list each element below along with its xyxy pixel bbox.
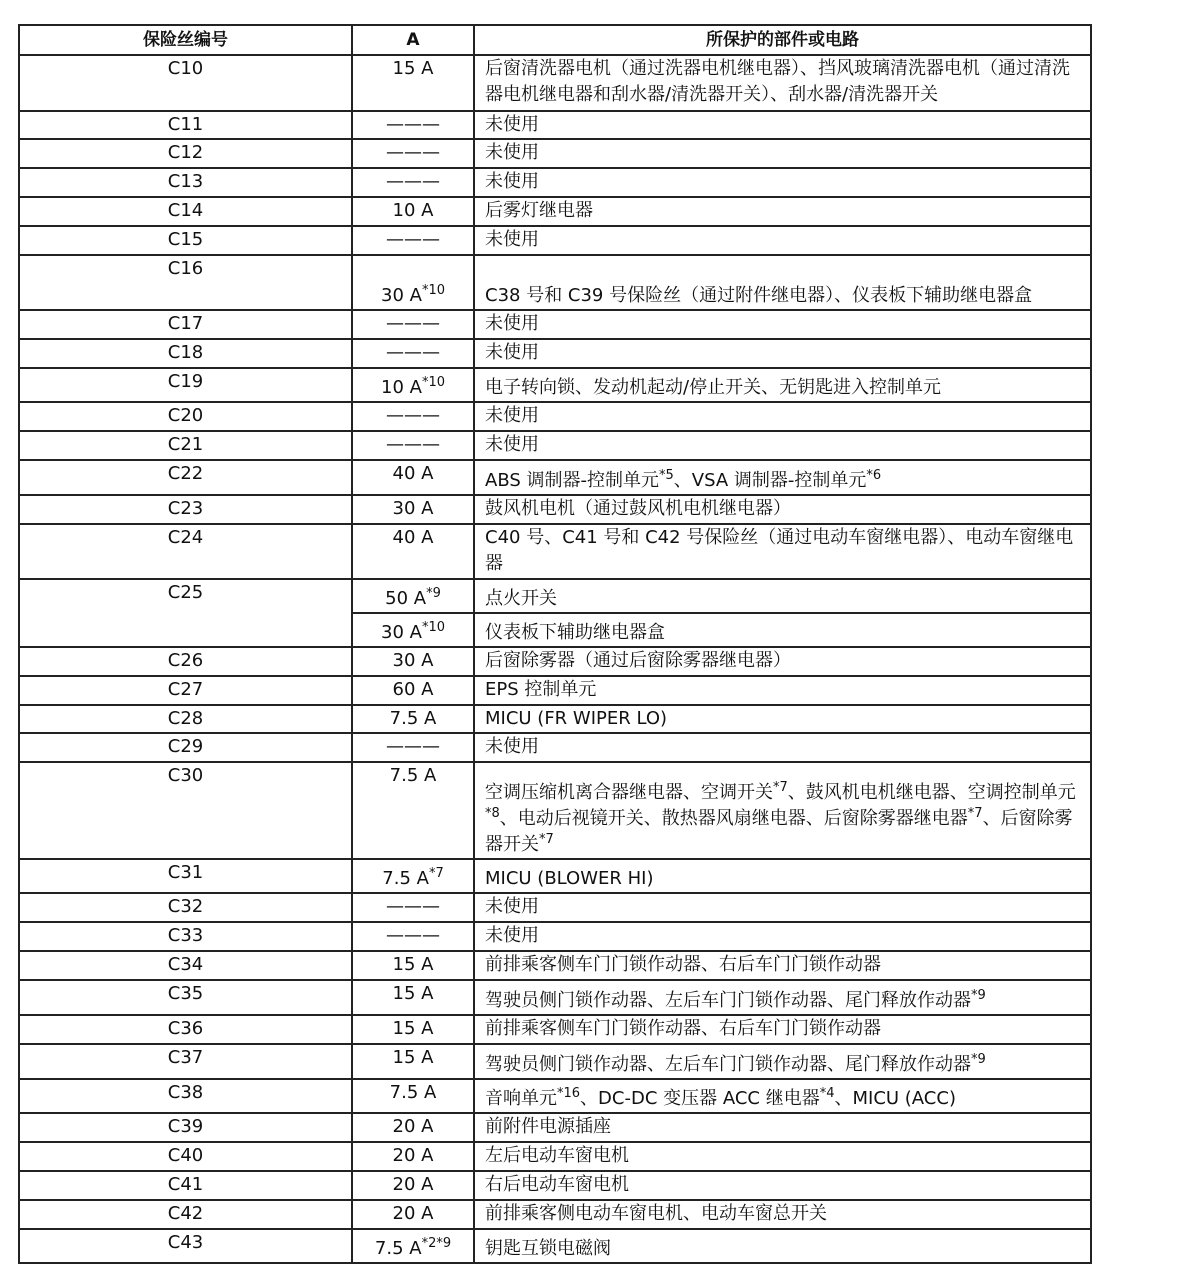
circuit-text: 空调压缩机离合器继电器、空调开关	[485, 782, 773, 803]
table-header-row	[19, 25, 1091, 55]
amperage-value: 15 A	[392, 983, 434, 1004]
amperage-value: 7.5 A	[389, 765, 437, 786]
fuse-number-cell	[19, 922, 352, 951]
amperage-cell	[352, 613, 474, 647]
protected-circuit-cell	[474, 705, 1091, 733]
fuse-number: C27	[167, 679, 204, 700]
amperage-cell	[352, 1079, 474, 1113]
fuse-number-cell	[19, 368, 352, 402]
amperage-value: ———	[386, 313, 440, 334]
circuit-text: 未使用	[485, 925, 539, 946]
fuse-number: C32	[167, 896, 204, 917]
amperage-cell	[352, 1171, 474, 1200]
amperage-cell	[352, 1142, 474, 1171]
fuse-number-cell	[19, 1229, 352, 1263]
table-row	[19, 705, 1091, 733]
fuse-number-cell	[19, 1015, 352, 1044]
fuse-number: C40	[167, 1145, 204, 1166]
protected-circuit-cell	[474, 922, 1091, 951]
amperage-value: 10 A	[392, 200, 434, 221]
circuit-footnote: *7	[773, 780, 788, 795]
fuse-number-cell	[19, 310, 352, 339]
amperage-cell	[352, 1044, 474, 1079]
circuit-text: C38 号和 C39 号保险丝（通过附件继电器）、仪表板下辅助继电器盒	[485, 285, 1033, 306]
fuse-number: C11	[167, 114, 204, 135]
amperage-cell	[352, 197, 474, 226]
table-row	[19, 111, 1091, 139]
circuit-text: 前附件电源插座	[485, 1116, 611, 1137]
header-fuse-number: 保险丝编号	[19, 25, 352, 55]
fuse-number-cell	[19, 733, 352, 762]
table-row	[19, 647, 1091, 676]
protected-circuit-cell	[474, 226, 1091, 255]
amperage-cell	[352, 1113, 474, 1142]
fuse-number-cell	[19, 1044, 352, 1079]
circuit-text: 、VSA 调制器-控制单元	[673, 470, 867, 491]
fuse-number: C21	[167, 434, 204, 455]
fuse-number: C19	[167, 371, 204, 392]
amperage-value: 7.5 A	[389, 1082, 437, 1103]
amperage-footnote: *2*9	[421, 1236, 452, 1251]
circuit-text: 未使用	[485, 896, 539, 917]
amperage-cell	[352, 893, 474, 922]
amperage-cell	[352, 922, 474, 951]
header-amperage: A	[352, 25, 474, 55]
circuit-footnote: *8	[485, 806, 500, 821]
circuit-text: 钥匙互锁电磁阀	[485, 1238, 611, 1259]
amperage-cell	[352, 431, 474, 460]
circuit-text: 、后窗除雾器开关	[485, 808, 1073, 855]
circuit-text: 、鼓风机电机继电器、空调控制单元	[787, 782, 1076, 803]
amperage-cell	[352, 168, 474, 197]
fuse-number-cell	[19, 339, 352, 368]
amperage-value: 20 A	[392, 1116, 434, 1137]
amperage-value: 30 A	[392, 650, 434, 671]
circuit-text: 、电动后视镜开关、散热器风扇继电器、后窗除雾器继电器	[499, 808, 968, 829]
fuse-number: C29	[167, 736, 204, 757]
table-row	[19, 197, 1091, 226]
fuse-number: C24	[167, 527, 204, 548]
fuse-number: C16	[167, 258, 204, 279]
table-row	[19, 524, 1091, 579]
amperage-cell	[352, 647, 474, 676]
amperage-value: 15 A	[392, 954, 434, 975]
table-row	[19, 893, 1091, 922]
circuit-text: 后窗除雾器（通过后窗除雾器继电器）	[485, 650, 791, 671]
table-row	[19, 168, 1091, 197]
amperage-footnote: *9	[426, 586, 441, 601]
amperage-value: 15 A	[392, 1047, 434, 1068]
fuse-number: C25	[167, 582, 204, 603]
circuit-footnote: *4	[819, 1086, 835, 1101]
table-row	[19, 255, 1091, 310]
circuit-text: 驾驶员侧门锁作动器、左后车门门锁作动器、尾门释放作动器	[485, 1054, 971, 1075]
protected-circuit-cell	[474, 111, 1091, 139]
table-row	[19, 951, 1091, 980]
circuit-text: 未使用	[485, 405, 539, 426]
amperage-cell	[352, 951, 474, 980]
amperage-cell	[352, 402, 474, 431]
amperage-value: 30 A	[381, 622, 422, 643]
amperage-footnote: *10	[421, 620, 445, 635]
amperage-value: ———	[386, 142, 440, 163]
table-row	[19, 676, 1091, 705]
protected-circuit-cell	[474, 951, 1091, 980]
table-row	[19, 495, 1091, 524]
amperage-cell	[352, 255, 474, 310]
fuse-number-cell	[19, 980, 352, 1015]
fuse-number: C36	[167, 1018, 204, 1039]
amperage-cell	[352, 495, 474, 524]
amperage-value: 60 A	[392, 679, 434, 700]
amperage-value: ———	[386, 171, 440, 192]
protected-circuit-cell	[474, 676, 1091, 705]
table-row	[19, 310, 1091, 339]
circuit-text: 前排乘客侧电动车窗电机、电动车窗总开关	[485, 1203, 827, 1224]
fuse-number-cell	[19, 111, 352, 139]
circuit-footnote: *7	[539, 832, 554, 847]
amperage-footnote: *10	[421, 283, 445, 298]
circuit-text: 前排乘客侧车门门锁作动器、右后车门门锁作动器	[485, 1018, 881, 1039]
fuse-number: C17	[167, 313, 204, 334]
circuit-text: ABS 调制器-控制单元	[485, 470, 659, 491]
fuse-number-cell	[19, 647, 352, 676]
circuit-text: 鼓风机电机（通过鼓风机电机继电器）	[485, 498, 791, 519]
fuse-number-cell	[19, 762, 352, 859]
amperage-cell	[352, 1015, 474, 1044]
fuse-number-cell	[19, 579, 352, 647]
amperage-value: 20 A	[392, 1174, 434, 1195]
amperage-value: 15 A	[392, 58, 434, 79]
fuse-number-cell	[19, 495, 352, 524]
table-row	[19, 1044, 1091, 1079]
header-protected-circuit: 所保护的部件或电路	[474, 25, 1091, 55]
protected-circuit-cell	[474, 339, 1091, 368]
fuse-number: C31	[167, 862, 204, 883]
fuse-number-cell	[19, 255, 352, 310]
amperage-cell	[352, 705, 474, 733]
amperage-value: 30 A	[381, 285, 422, 306]
table-row	[19, 1229, 1091, 1263]
protected-circuit-cell	[474, 197, 1091, 226]
protected-circuit-cell	[474, 579, 1091, 613]
protected-circuit-cell	[474, 1200, 1091, 1229]
circuit-text: 仪表板下辅助继电器盒	[485, 622, 665, 643]
amperage-value: ———	[386, 405, 440, 426]
circuit-text: 未使用	[485, 171, 539, 192]
fuse-number-cell	[19, 1079, 352, 1113]
table-row	[19, 1079, 1091, 1113]
amperage-value: 40 A	[392, 463, 434, 484]
circuit-text: 点火开关	[485, 588, 557, 609]
fuse-number-cell	[19, 705, 352, 733]
amperage-value: 40 A	[392, 527, 434, 548]
amperage-value: 20 A	[392, 1203, 434, 1224]
fuse-number-cell	[19, 1142, 352, 1171]
fuse-number-cell	[19, 1113, 352, 1142]
amperage-cell	[352, 226, 474, 255]
amperage-value: ———	[386, 229, 440, 250]
amperage-cell	[352, 676, 474, 705]
amperage-cell	[352, 339, 474, 368]
fuse-number: C30	[167, 765, 204, 786]
table-row	[19, 1200, 1091, 1229]
amperage-value: 20 A	[392, 1145, 434, 1166]
table-row	[19, 339, 1091, 368]
fuse-number-cell	[19, 859, 352, 893]
table-row	[19, 922, 1091, 951]
amperage-value: 10 A	[381, 377, 422, 398]
amperage-value: 7.5 A	[389, 708, 437, 729]
circuit-text: 未使用	[485, 142, 539, 163]
fuse-number: C18	[167, 342, 204, 363]
fuse-number: C28	[167, 708, 204, 729]
amperage-cell	[352, 460, 474, 495]
protected-circuit-cell	[474, 402, 1091, 431]
fuse-number: C33	[167, 925, 204, 946]
amperage-value: ———	[386, 114, 440, 135]
protected-circuit-cell	[474, 139, 1091, 168]
circuit-footnote: *5	[659, 468, 674, 483]
protected-circuit-cell	[474, 733, 1091, 762]
table-row	[19, 579, 1091, 613]
protected-circuit-cell	[474, 524, 1091, 579]
amperage-value: 15 A	[392, 1018, 434, 1039]
circuit-text: 未使用	[485, 434, 539, 455]
protected-circuit-cell	[474, 55, 1091, 111]
amperage-value: ———	[386, 925, 440, 946]
fuse-number-cell	[19, 168, 352, 197]
fuse-number-cell	[19, 951, 352, 980]
amperage-value: 7.5 A	[374, 1238, 422, 1259]
table-row	[19, 1171, 1091, 1200]
protected-circuit-cell	[474, 1079, 1091, 1113]
protected-circuit-cell	[474, 368, 1091, 402]
protected-circuit-cell	[474, 613, 1091, 647]
amperage-cell	[352, 1200, 474, 1229]
fuse-number-cell	[19, 197, 352, 226]
fuse-number-cell	[19, 55, 352, 111]
amperage-cell	[352, 55, 474, 111]
table-row	[19, 55, 1091, 111]
fuse-number: C15	[167, 229, 204, 250]
protected-circuit-cell	[474, 431, 1091, 460]
amperage-footnote: *10	[421, 375, 445, 390]
circuit-text: 未使用	[485, 342, 539, 363]
amperage-value: 50 A	[385, 588, 427, 609]
fuse-number-cell	[19, 893, 352, 922]
table-row	[19, 733, 1091, 762]
protected-circuit-cell	[474, 859, 1091, 893]
table-row	[19, 402, 1091, 431]
circuit-footnote: *16	[557, 1086, 581, 1101]
fuse-number-cell	[19, 676, 352, 705]
amperage-cell	[352, 733, 474, 762]
amperage-cell	[352, 139, 474, 168]
fuse-number-cell	[19, 431, 352, 460]
circuit-footnote: *9	[971, 1052, 986, 1067]
circuit-footnote: *7	[967, 806, 983, 821]
circuit-text: 后雾灯继电器	[485, 200, 593, 221]
circuit-footnote: *6	[866, 468, 882, 483]
fuse-number: C37	[167, 1047, 204, 1068]
amperage-cell	[352, 579, 474, 613]
amperage-value: ———	[386, 342, 440, 363]
protected-circuit-cell	[474, 647, 1091, 676]
circuit-text: 未使用	[485, 114, 539, 135]
amperage-footnote: *7	[428, 866, 444, 881]
protected-circuit-cell	[474, 980, 1091, 1015]
fuse-number-cell	[19, 402, 352, 431]
table-row	[19, 762, 1091, 859]
circuit-text: 、MICU (ACC)	[834, 1088, 956, 1109]
fuse-number: C39	[167, 1116, 204, 1137]
fuse-number: C35	[167, 983, 204, 1004]
circuit-text: 驾驶员侧门锁作动器、左后车门门锁作动器、尾门释放作动器	[485, 990, 971, 1011]
circuit-text: 前排乘客侧车门门锁作动器、右后车门门锁作动器	[485, 954, 881, 975]
amperage-cell	[352, 310, 474, 339]
fuse-number: C14	[167, 200, 204, 221]
fuse-number: C41	[167, 1174, 204, 1195]
circuit-text: 、DC-DC 变压器 ACC 继电器	[580, 1088, 820, 1109]
protected-circuit-cell	[474, 460, 1091, 495]
amperage-value: ———	[386, 434, 440, 455]
table-row	[19, 431, 1091, 460]
protected-circuit-cell	[474, 168, 1091, 197]
amperage-value: ———	[386, 896, 440, 917]
table-row	[19, 368, 1091, 402]
protected-circuit-cell	[474, 1015, 1091, 1044]
table-row	[19, 226, 1091, 255]
circuit-text: 电子转向锁、发动机起动/停止开关、无钥匙进入控制单元	[485, 377, 942, 398]
fuse-number-cell	[19, 139, 352, 168]
protected-circuit-cell	[474, 1142, 1091, 1171]
amperage-value: 7.5 A	[382, 868, 429, 889]
circuit-text: EPS 控制单元	[485, 679, 597, 700]
amperage-cell	[352, 980, 474, 1015]
circuit-text: 未使用	[485, 313, 539, 334]
protected-circuit-cell	[474, 893, 1091, 922]
protected-circuit-cell	[474, 1044, 1091, 1079]
fuse-number: C20	[167, 405, 204, 426]
amperage-cell	[352, 111, 474, 139]
circuit-text: MICU (BLOWER HI)	[485, 868, 654, 889]
protected-circuit-cell	[474, 1113, 1091, 1142]
protected-circuit-cell	[474, 310, 1091, 339]
fuse-number: C26	[167, 650, 204, 671]
circuit-text: 左后电动车窗电机	[485, 1145, 629, 1166]
fuse-number: C10	[167, 58, 204, 79]
protected-circuit-cell	[474, 1229, 1091, 1263]
circuit-footnote: *9	[971, 988, 986, 1003]
amperage-cell	[352, 859, 474, 893]
fuse-number: C13	[167, 171, 204, 192]
circuit-text: 未使用	[485, 229, 539, 250]
amperage-cell	[352, 368, 474, 402]
fuse-number: C38	[167, 1082, 204, 1103]
fuse-number-cell	[19, 460, 352, 495]
fuse-number: C23	[167, 498, 204, 519]
amperage-value: ———	[386, 736, 440, 757]
amperage-value: 30 A	[392, 498, 434, 519]
table-row	[19, 1015, 1091, 1044]
circuit-text: 后窗清洗器电机（通过洗器电机继电器）、挡风玻璃清洗器电机（通过清洗器电机继电器和刮水器/清洗器开关）、刮水器/清洗器开关	[485, 58, 1070, 105]
circuit-text: 音响单元	[485, 1088, 557, 1109]
amperage-cell	[352, 762, 474, 859]
protected-circuit-cell	[474, 255, 1091, 310]
protected-circuit-cell	[474, 495, 1091, 524]
circuit-text: MICU (FR WIPER LO)	[485, 708, 668, 729]
fuse-number: C43	[167, 1232, 204, 1253]
circuit-text: C40 号、C41 号和 C42 号保险丝（通过电动车窗继电器）、电动车窗继电器	[485, 527, 1074, 574]
table-row	[19, 1142, 1091, 1171]
fuse-number-cell	[19, 524, 352, 579]
fuse-number: C34	[167, 954, 204, 975]
table-row	[19, 980, 1091, 1015]
amperage-cell	[352, 524, 474, 579]
table-row	[19, 460, 1091, 495]
protected-circuit-cell	[474, 762, 1091, 859]
fuse-number-cell	[19, 226, 352, 255]
amperage-cell	[352, 1229, 474, 1263]
fuse-number: C42	[167, 1203, 204, 1224]
table-row	[19, 139, 1091, 168]
fuse-number: C22	[167, 463, 204, 484]
protected-circuit-cell	[474, 1171, 1091, 1200]
table-body	[19, 55, 1091, 1263]
circuit-text: 未使用	[485, 736, 539, 757]
table-row	[19, 859, 1091, 893]
fuse-number-cell	[19, 1200, 352, 1229]
circuit-text: 右后电动车窗电机	[485, 1174, 629, 1195]
fuse-number: C12	[167, 142, 204, 163]
fuse-number-cell	[19, 1171, 352, 1200]
table-row	[19, 1113, 1091, 1142]
fuse-table	[18, 24, 1092, 1264]
